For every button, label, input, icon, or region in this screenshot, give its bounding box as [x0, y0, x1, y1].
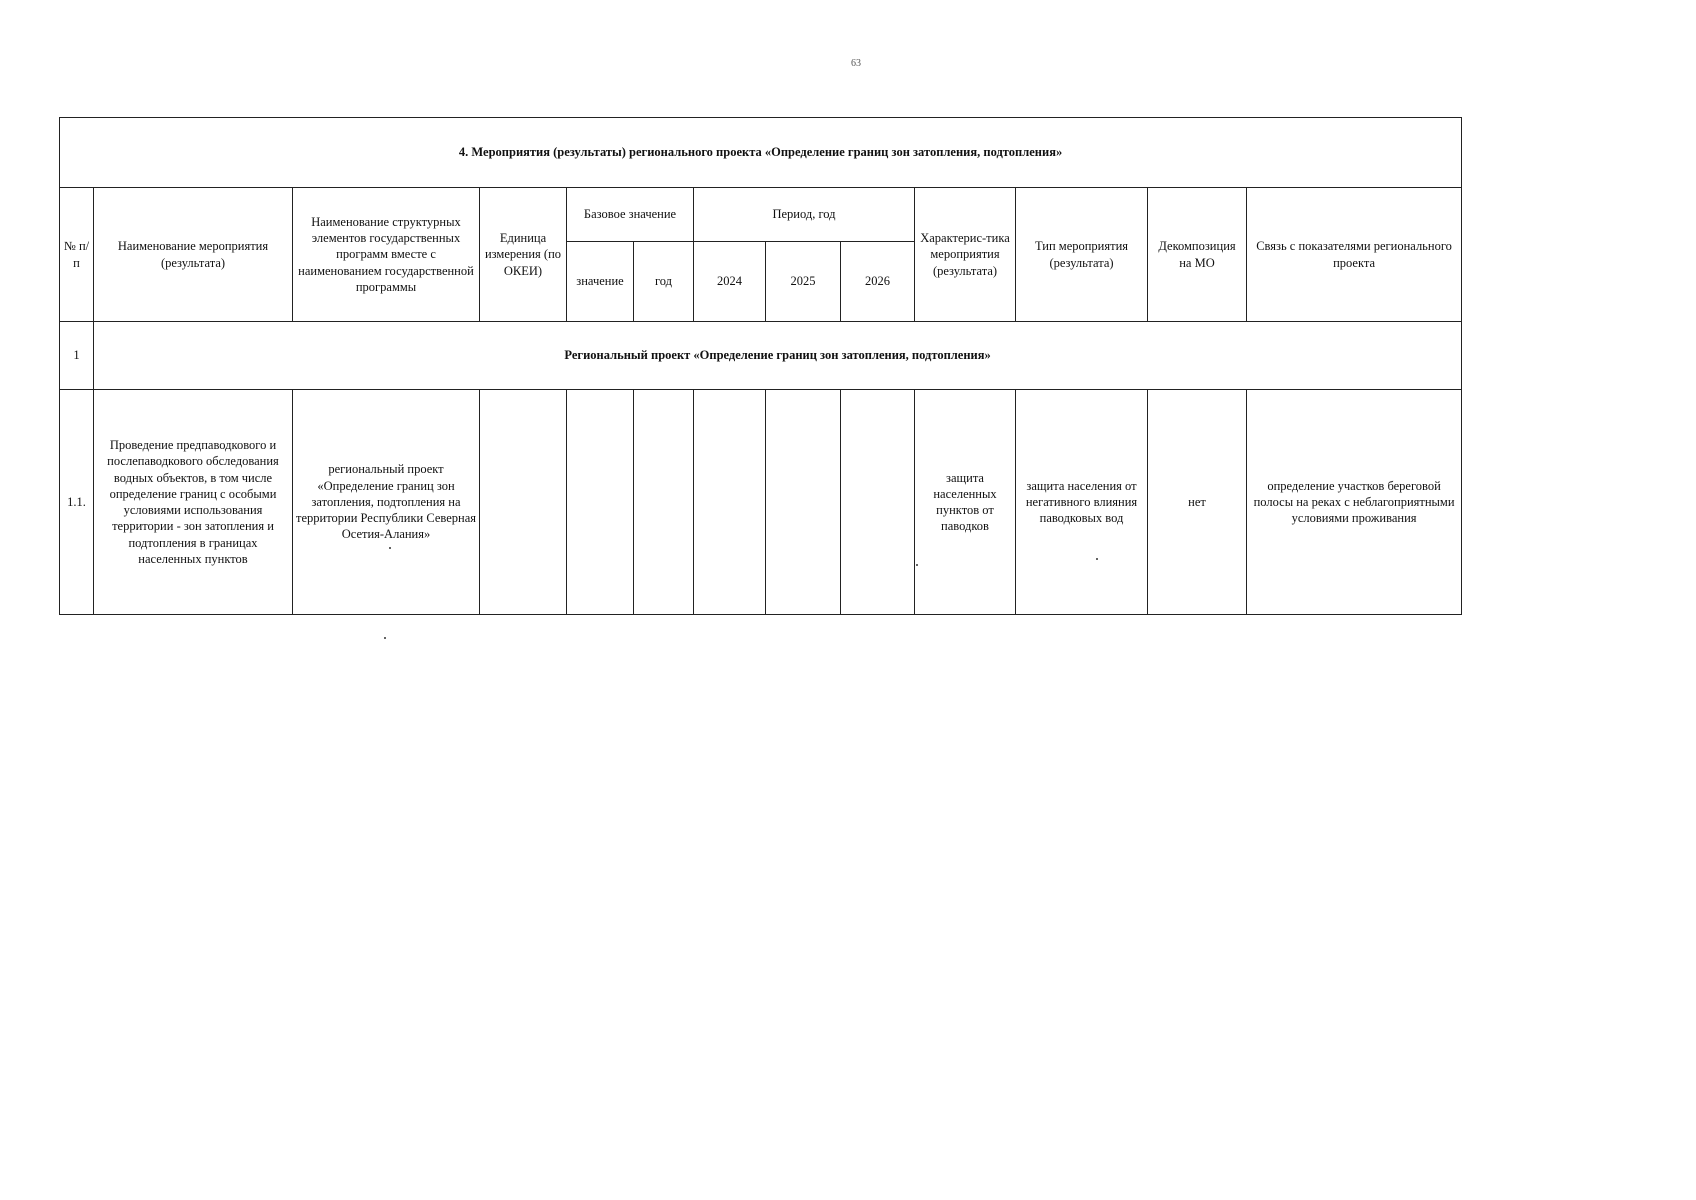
scan-speck: [384, 637, 386, 639]
header-row-1: [60, 188, 1462, 242]
row-link: определение участков береговой полосы на реках с неблагоприятными условиями проживания: [1247, 390, 1462, 615]
row-structural: региональный проект «Определение границ зон затопления, подтопления на территории Республики Северная Осетия-Алания»: [293, 390, 480, 615]
header-year-2026: 2026: [841, 242, 915, 322]
section-title: Региональный проект «Определение границ зон затопления, подтопления»: [94, 322, 1462, 390]
header-period: Период, год: [694, 188, 915, 242]
header-year-2024: 2024: [694, 242, 766, 322]
row-2025: [766, 390, 841, 615]
header-base-year: год: [634, 242, 694, 322]
row-decomposition: нет: [1148, 390, 1247, 615]
table-title: 4. Мероприятия (результаты) регионального проекта «Определение границ зон затопления, подтопления»: [60, 118, 1462, 188]
row-characteristic: защита населенных пунктов от паводков: [915, 390, 1016, 615]
header-base: Базовое значение: [567, 188, 694, 242]
row-2026: [841, 390, 915, 615]
scan-speck: [389, 547, 391, 549]
row-unit: [480, 390, 567, 615]
scan-speck: [1096, 558, 1098, 560]
header-name: Наименование мероприятия (результата): [94, 188, 293, 322]
header-decomposition: Декомпозиция на МО: [1148, 188, 1247, 322]
header-base-value: значение: [567, 242, 634, 322]
row-2024: [694, 390, 766, 615]
row-num: 1.1.: [60, 390, 94, 615]
row-name: Проведение предпаводкового и послепаводкового обследования водных объектов, в том числе определение границ с особыми условиями использования территории - зон затопления и подтопления в границах населенных пунктов: [94, 390, 293, 615]
header-type: Тип мероприятия (результата): [1016, 188, 1148, 322]
header-num: № п/п: [60, 188, 94, 322]
header-unit: Единица измерения (по ОКЕИ): [480, 188, 567, 322]
section-row: [60, 322, 1462, 390]
header-structural: Наименование структурных элементов государственных программ вместе с наименованием государственной программы: [293, 188, 480, 322]
page-number: 63: [851, 58, 861, 69]
header-characteristic: Характерис-тика мероприятия (результата): [915, 188, 1016, 322]
row-base-value: [567, 390, 634, 615]
section-num: 1: [60, 322, 94, 390]
header-year-2025: 2025: [766, 242, 841, 322]
table-title-row: [60, 118, 1462, 188]
row-base-year: [634, 390, 694, 615]
scan-speck: [916, 564, 918, 566]
events-table: [59, 117, 1462, 615]
header-link: Связь с показателями регионального проекта: [1247, 188, 1462, 322]
row-type: защита населения от негативного влияния паводковых вод: [1016, 390, 1148, 615]
table-row: [60, 390, 1462, 615]
